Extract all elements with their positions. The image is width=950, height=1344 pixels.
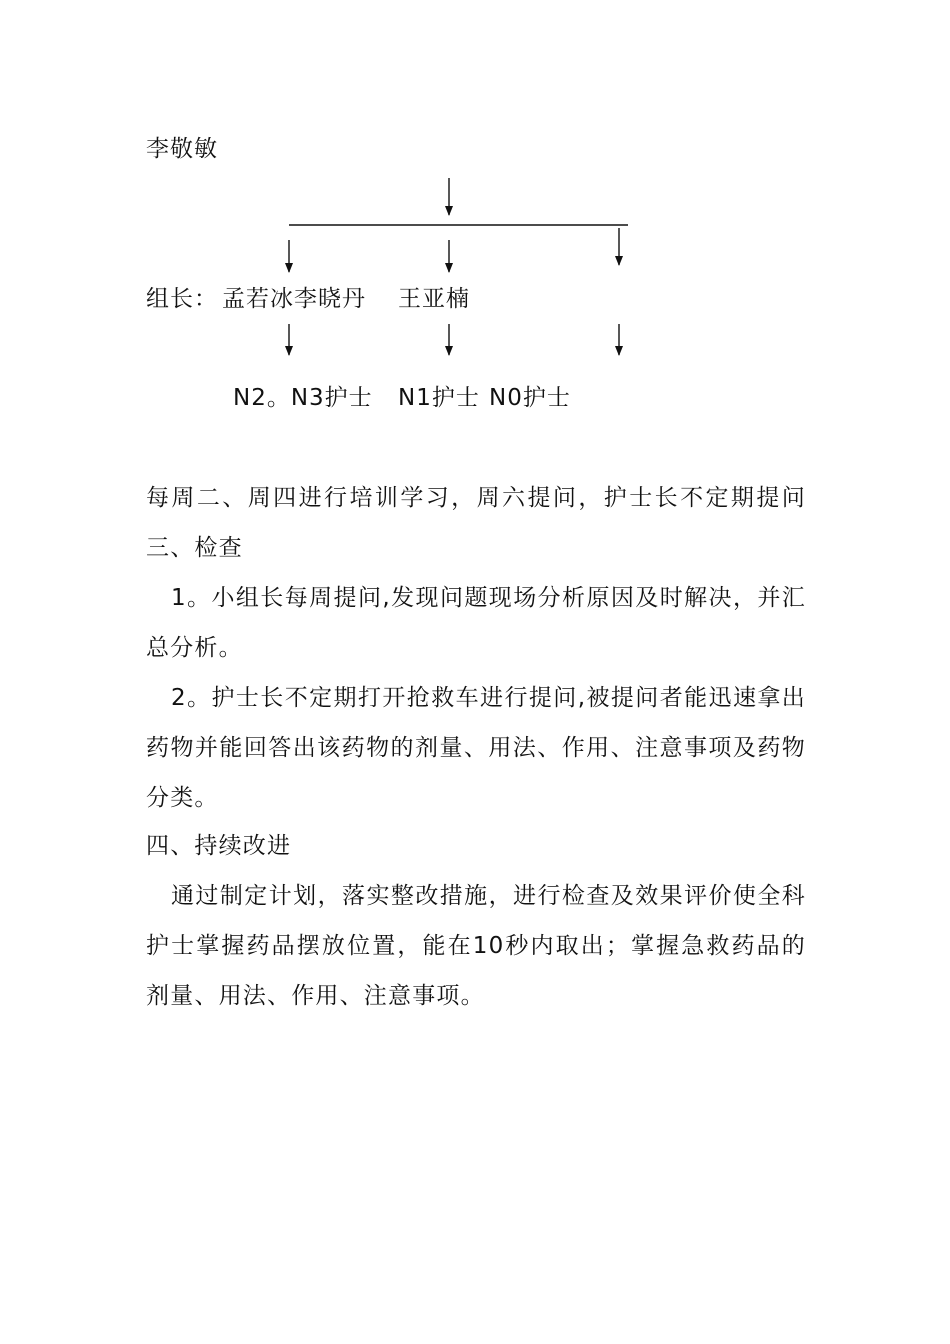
org-leader-1: 孟若冰李晓丹 bbox=[222, 286, 366, 312]
org-top-name: 李敬敏 bbox=[146, 136, 218, 162]
paragraph-check-2: 2。护士长不定期打开抢救车进行提问,被提问者能迅速拿出药物并能回答出该药物的剂量、用法、作用、注意事项及药物分类。 bbox=[146, 685, 806, 811]
org-leaders-label: 组长： bbox=[146, 286, 218, 312]
paragraph-improvement: 通过制定计划，落实整改措施，进行检查及效果评价使全科护士掌握药品摆放位置，能在10秒内取出；掌握急救药品的剂量、用法、作用、注意事项。 bbox=[146, 883, 806, 1009]
org-group-1: N2。N3护士 bbox=[233, 385, 373, 411]
org-group-3: N0护士 bbox=[489, 385, 571, 411]
org-leader-2: 王亚楠 bbox=[398, 286, 470, 312]
section-4-heading: 四、持续改进 bbox=[146, 833, 292, 859]
org-chart-connectors bbox=[0, 0, 950, 420]
paragraph-training: 每周二、周四进行培训学习，周六提问，护士长不定期提问三、检查 bbox=[146, 485, 806, 561]
org-group-2: N1护士 bbox=[398, 385, 480, 411]
paragraph-check-1: 1。小组长每周提问,发现问题现场分析原因及时解决，并汇总分析。 bbox=[146, 585, 806, 661]
